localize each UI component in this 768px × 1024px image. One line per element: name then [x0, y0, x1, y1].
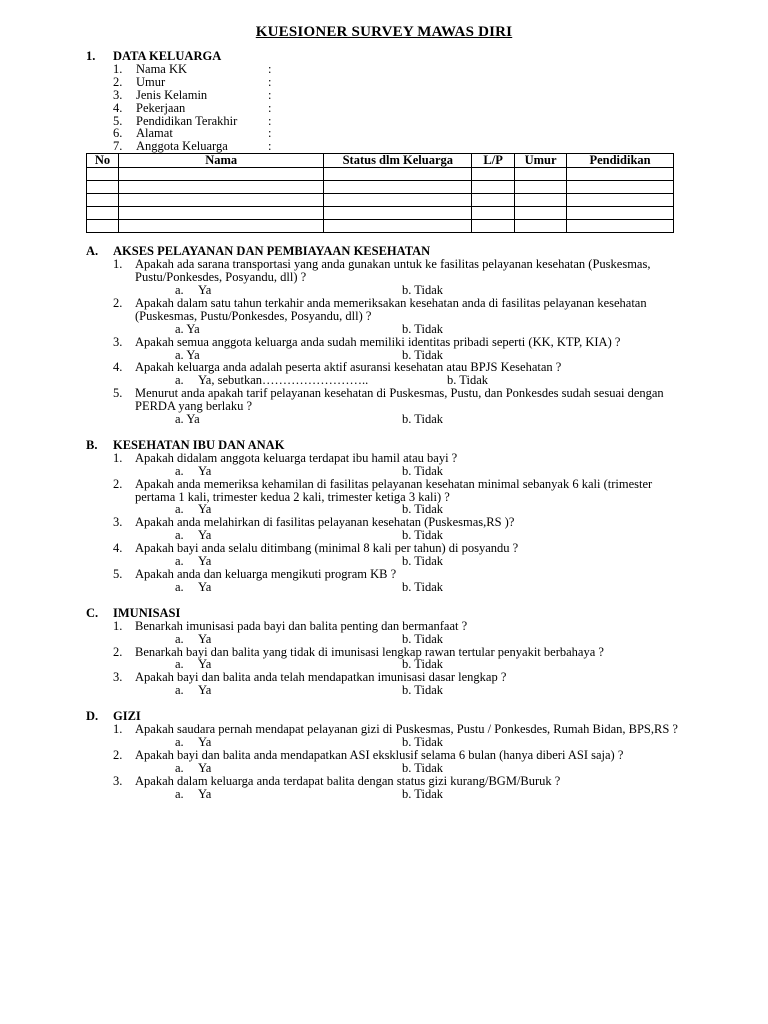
field-number: 5. — [113, 113, 123, 128]
table-cell[interactable] — [472, 181, 515, 194]
answer-options — [86, 684, 678, 697]
answer-option-b[interactable]: b. Tidak — [402, 631, 443, 646]
question-number: 5. — [113, 567, 123, 581]
answer-option-b[interactable]: b. Tidak — [402, 734, 443, 749]
question-number: 3. — [113, 773, 123, 788]
section-title: DATA KELUARGA — [113, 49, 222, 63]
option-a-label: a. — [175, 373, 184, 388]
question-item — [86, 568, 678, 581]
question-text: Apakah bayi anda selalu ditimbang (minimal 8 kali per tahun) di posyandu ? — [135, 541, 519, 556]
option-a-text: Ya — [198, 554, 212, 569]
answer-option-b[interactable]: b. Tidak — [402, 321, 443, 336]
answer-options — [86, 413, 678, 426]
question-text: Apakah didalam anggota keluarga terdapat ibu hamil atau bayi ? — [135, 450, 458, 465]
question-section — [86, 439, 678, 594]
answer-option-b[interactable]: b. Tidak — [402, 282, 443, 297]
question-number: 1. — [113, 257, 123, 272]
table-row — [87, 207, 674, 220]
table-cell[interactable] — [118, 168, 324, 181]
field-label: Alamat — [136, 126, 173, 141]
table-row — [87, 181, 674, 194]
option-a-label: a. — [175, 579, 184, 594]
question-text: Apakah anda melahirkan di fasilitas pelayanan kesehatan (Puskesmas,RS )? — [135, 515, 515, 530]
section-letter: A. — [86, 244, 99, 259]
field-colon: : — [268, 87, 272, 102]
family-field-row — [86, 76, 678, 89]
question-number: 2. — [113, 476, 123, 491]
table-cell[interactable] — [472, 168, 515, 181]
answer-options — [86, 581, 678, 594]
answer-option-b[interactable]: b. Tidak — [402, 786, 443, 801]
option-a-text: Ya — [198, 631, 212, 646]
table-row — [87, 194, 674, 207]
table-cell[interactable] — [567, 207, 674, 220]
family-field-row — [86, 89, 678, 102]
table-cell[interactable] — [472, 207, 515, 220]
option-a-text: Ya — [198, 579, 212, 594]
question-text: Apakah dalam keluarga anda terdapat balita dengan status gizi kurang/BGM/Buruk ? — [135, 773, 561, 788]
field-label: Pekerjaan — [136, 100, 186, 115]
table-cell[interactable] — [324, 207, 472, 220]
question-text: Apakah semua anggota keluarga anda sudah memiliki identitas pribadi seperti (KK, KTP, KIA) ? — [135, 334, 621, 349]
field-colon: : — [268, 126, 272, 141]
question-number: 3. — [113, 670, 123, 685]
answer-option-a[interactable] — [175, 323, 402, 336]
answer-option-a[interactable] — [175, 633, 402, 646]
question-text: Benarkah bayi dan balita yang tidak di imunisasi lengkap rawan tertular penyakit berbahaya ? — [135, 644, 604, 659]
table-cell[interactable] — [118, 207, 324, 220]
answer-option-b[interactable]: b. Tidak — [402, 657, 443, 672]
section-heading — [86, 439, 678, 452]
table-cell[interactable] — [87, 168, 119, 181]
option-a-label: a. — [175, 734, 184, 749]
table-cell[interactable] — [567, 194, 674, 207]
question-section — [86, 607, 678, 697]
answer-option-b[interactable]: b. Tidak — [402, 502, 443, 517]
table-cell[interactable] — [118, 194, 324, 207]
question-number: 5. — [113, 386, 123, 401]
answer-option-a[interactable] — [175, 762, 402, 775]
question-item — [86, 620, 678, 633]
answer-option-a[interactable] — [175, 788, 402, 801]
question-number: 1. — [113, 450, 123, 465]
table-cell[interactable] — [87, 207, 119, 220]
answer-option-a[interactable] — [175, 581, 402, 594]
table-cell[interactable] — [324, 220, 472, 233]
table-cell[interactable] — [472, 194, 515, 207]
question-item — [86, 478, 678, 504]
question-number: 2. — [113, 747, 123, 762]
table-header-cell: Umur — [515, 154, 567, 168]
option-a-text: Ya — [198, 786, 212, 801]
table-cell[interactable] — [515, 194, 567, 207]
field-number: 6. — [113, 126, 123, 141]
family-field-row — [86, 140, 678, 153]
field-label: Jenis Kelamin — [136, 87, 208, 102]
option-a-label: a. — [175, 502, 184, 517]
answer-options — [86, 633, 678, 646]
field-colon: : — [268, 100, 272, 115]
question-item — [86, 749, 678, 762]
option-a-text: Ya, sebutkan…………………….. — [198, 373, 369, 388]
table-header-cell: Status dlm Keluarga — [324, 154, 472, 168]
family-field-row — [86, 115, 678, 128]
answer-options — [86, 323, 678, 336]
option-a-label: a. — [175, 657, 184, 672]
answer-option-b[interactable]: b. Tidak — [402, 760, 443, 775]
answer-option-b[interactable]: b. Tidak — [447, 373, 488, 388]
option-a-text: Ya — [198, 734, 212, 749]
question-text: Apakah dalam satu tahun terkahir anda memeriksakan kesehatan anda di fasilitas pelayanan kesehatan (Puskesmas, Pustu/Ponkesdes, Posyandu, dll) ? — [135, 295, 647, 323]
table-cell[interactable] — [118, 220, 324, 233]
field-colon: : — [268, 61, 272, 76]
table-cell[interactable] — [567, 168, 674, 181]
table-cell[interactable] — [324, 168, 472, 181]
section-number: 1. — [86, 49, 96, 63]
field-number: 2. — [113, 74, 123, 89]
field-label: Nama KK — [136, 61, 188, 76]
option-a-text: a. Ya — [175, 321, 200, 336]
field-number: 3. — [113, 87, 123, 102]
answer-option-a[interactable] — [175, 736, 402, 749]
table-cell[interactable] — [324, 194, 472, 207]
question-item — [86, 775, 678, 788]
field-label: Umur — [136, 74, 166, 89]
table-row — [87, 168, 674, 181]
option-a-text: Ya — [198, 463, 212, 478]
option-a-label: a. — [175, 528, 184, 543]
question-text: Apakah keluarga anda adalah peserta aktif asuransi kesehatan atau BPJS Kesehatan ? — [135, 360, 562, 375]
answer-option-b[interactable]: b. Tidak — [402, 683, 443, 698]
section-heading — [86, 607, 678, 620]
question-text: Benarkah imunisasi pada bayi dan balita penting dan bermanfaat ? — [135, 618, 468, 633]
question-section — [86, 245, 678, 426]
question-number: 1. — [113, 722, 123, 737]
field-colon: : — [268, 139, 272, 154]
option-a-label: a. — [175, 760, 184, 775]
field-number: 4. — [113, 100, 123, 115]
field-label: Pendidikan Terakhir — [136, 113, 238, 128]
option-a-text: Ya — [198, 657, 212, 672]
section-title: IMUNISASI — [113, 605, 181, 620]
question-text: Apakah bayi dan balita anda telah mendapatkan imunisasi dasar lengkap ? — [135, 670, 507, 685]
question-sections — [86, 245, 678, 800]
option-a-text: Ya — [198, 282, 212, 297]
family-field-row — [86, 102, 678, 115]
family-field-row — [86, 63, 678, 76]
table-cell[interactable] — [87, 194, 119, 207]
section-letter: C. — [86, 605, 99, 620]
answer-option-b[interactable]: b. Tidak — [402, 579, 443, 594]
table-cell[interactable] — [515, 181, 567, 194]
section-letter: D. — [86, 709, 99, 724]
answer-option-a[interactable] — [175, 413, 402, 426]
page-title: KUESIONER SURVEY MAWAS DIRI — [255, 24, 513, 40]
answer-options — [86, 465, 678, 478]
question-text: Apakah anda dan keluarga mengikuti program KB ? — [135, 567, 397, 581]
section-heading — [86, 50, 678, 63]
table-header-cell: No — [87, 154, 119, 168]
table-cell[interactable] — [324, 181, 472, 194]
section-letter: B. — [86, 437, 98, 452]
table-cell[interactable] — [567, 181, 674, 194]
question-number: 2. — [113, 644, 123, 659]
field-number: 1. — [113, 61, 123, 76]
question-number: 2. — [113, 295, 123, 310]
answer-option-a[interactable] — [175, 684, 402, 697]
section-data-keluarga — [86, 50, 678, 233]
answer-option-b[interactable]: b. Tidak — [402, 347, 443, 362]
table-header-cell: Pendidikan — [567, 154, 674, 168]
option-a-text: Ya — [198, 683, 212, 698]
question-number: 1. — [113, 618, 123, 633]
question-section — [86, 710, 678, 800]
question-text: Apakah ada sarana transportasi yang anda gunakan untuk ke fasilitas pelayanan kesehatan (Puskesmas, Pustu/Ponkesdes, Posyandu, dll) ? — [135, 257, 651, 285]
section-title: KESEHATAN IBU DAN ANAK — [113, 437, 285, 452]
section-title: GIZI — [113, 709, 141, 724]
family-fields — [86, 63, 678, 153]
answer-option-b[interactable]: b. Tidak — [402, 412, 443, 427]
answer-options — [86, 762, 678, 775]
option-a-label: a. — [175, 463, 184, 478]
answer-option-b[interactable]: b. Tidak — [402, 554, 443, 569]
question-item — [86, 297, 678, 323]
question-number: 4. — [113, 360, 123, 375]
field-label: Anggota Keluarga — [136, 139, 228, 154]
table-cell[interactable] — [515, 220, 567, 233]
question-item — [86, 452, 678, 465]
answer-option-a[interactable] — [175, 465, 402, 478]
table-cell[interactable] — [515, 207, 567, 220]
question-text: Menurut anda apakah tarif pelayanan kesehatan di Puskesmas, Pustu, dan Ponkesdes sudah sesuai dengan PERDA yang berlaku ? — [135, 386, 664, 414]
option-a-label: a. — [175, 786, 184, 801]
field-colon: : — [268, 74, 272, 89]
document-content — [86, 50, 678, 801]
question-number: 4. — [113, 541, 123, 556]
table-cell[interactable] — [87, 181, 119, 194]
family-members-table — [86, 153, 674, 233]
question-item — [86, 258, 678, 284]
option-a-text: Ya — [198, 528, 212, 543]
question-text: Apakah saudara pernah mendapat pelayanan gizi di Puskesmas, Pustu / Ponkesdes, Rumah Bidan, BPS,RS ? — [135, 722, 678, 737]
question-number: 3. — [113, 515, 123, 530]
option-a-text: Ya — [198, 502, 212, 517]
answer-option-a[interactable] — [175, 284, 402, 297]
option-a-label: a. — [175, 631, 184, 646]
answer-option-b[interactable]: b. Tidak — [402, 463, 443, 478]
table-header-cell: L/P — [472, 154, 515, 168]
field-number: 7. — [113, 139, 123, 154]
table-cell[interactable] — [515, 168, 567, 181]
answer-options — [86, 788, 678, 801]
option-a-text: a. Ya — [175, 347, 200, 362]
option-a-text: a. Ya — [175, 412, 200, 427]
table-cell[interactable] — [118, 181, 324, 194]
answer-option-b[interactable]: b. Tidak — [402, 528, 443, 543]
option-a-label: a. — [175, 554, 184, 569]
option-a-text: Ya — [198, 760, 212, 775]
table-cell[interactable] — [472, 220, 515, 233]
question-item — [86, 387, 678, 413]
question-number: 3. — [113, 334, 123, 349]
table-header-cell: Nama — [118, 154, 324, 168]
table-cell[interactable] — [567, 220, 674, 233]
option-a-label: a. — [175, 683, 184, 698]
option-a-label: a. — [175, 282, 184, 297]
question-text: Apakah bayi dan balita anda mendapatkan ASI eksklusif selama 6 bulan (hanya diberi ASI saja) ? — [135, 747, 624, 762]
answer-options — [86, 736, 678, 749]
table-cell[interactable] — [87, 220, 119, 233]
table-body — [87, 168, 674, 233]
question-text: Apakah anda memeriksa kehamilan di fasilitas pelayanan kesehatan minimal sebanyak 6 kali (trimester pertama 1 kali, trimester kedua 2 kali, trimester ketiga 3 kali) ? — [135, 476, 653, 504]
table-header-row — [87, 154, 674, 168]
section-title: AKSES PELAYANAN DAN PEMBIAYAAN KESEHATAN — [113, 244, 431, 259]
answer-options — [86, 284, 678, 297]
field-colon: : — [268, 113, 272, 128]
table-row — [87, 220, 674, 233]
